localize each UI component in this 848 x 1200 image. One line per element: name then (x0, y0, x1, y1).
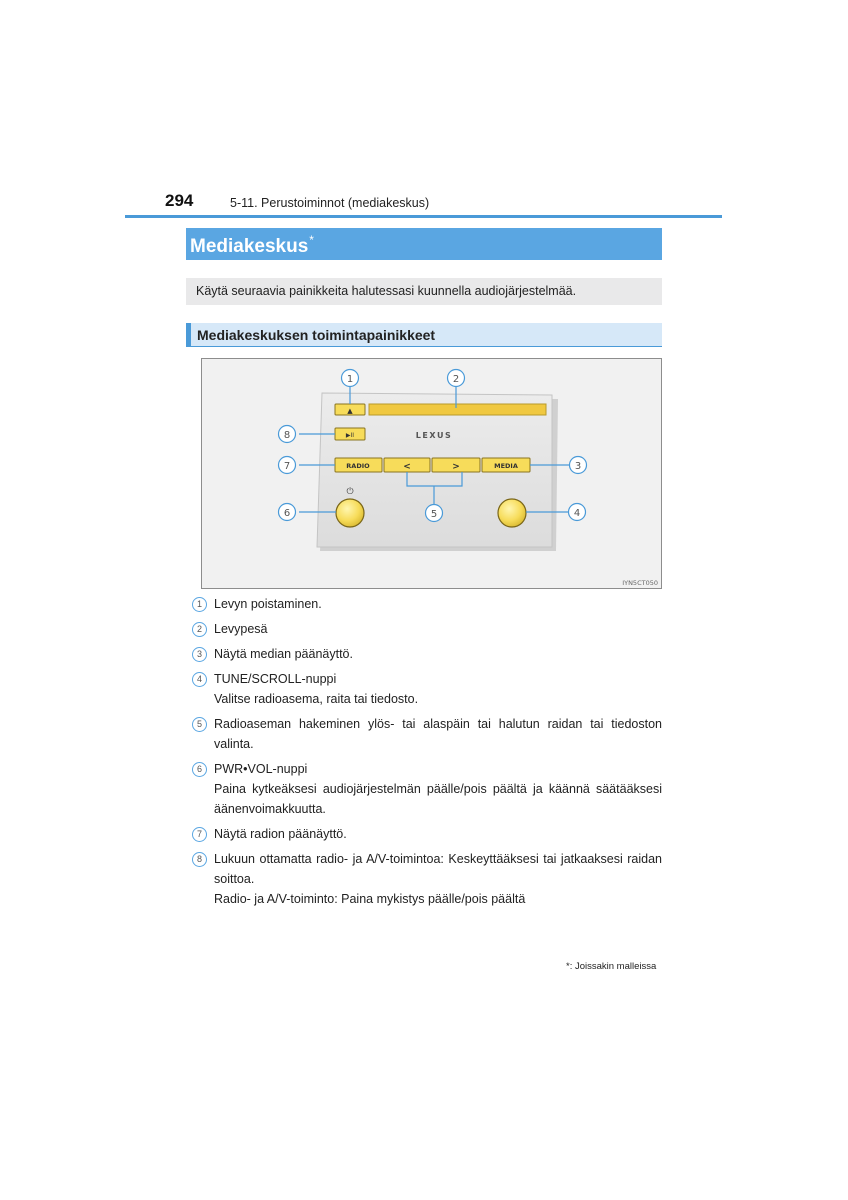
section-header (186, 323, 662, 347)
list-item (192, 759, 662, 819)
legend-list (192, 594, 662, 909)
item-text: Levypesä (214, 622, 268, 636)
intro-text: Käytä seuraavia painikkeita halutessasi kuunnella audiojärjestelmää. (196, 284, 577, 298)
chapter-title: 5-11. Perustoiminnot (mediakeskus) (230, 196, 430, 210)
item-text: Näytä median päänäyttö. (214, 647, 353, 661)
title-bar (186, 228, 662, 260)
control-panel-figure (201, 358, 662, 589)
disc-slot (369, 404, 546, 415)
list-item (192, 669, 662, 709)
next-icon: > (452, 462, 460, 472)
prev-icon: < (403, 462, 411, 472)
page-title (190, 233, 314, 258)
item-text: Radioaseman hakeminen ylös- tai alaspäin tai halutun raidan tai tiedoston valinta. (214, 717, 662, 751)
callout-4: 4 (573, 508, 581, 519)
callout-1: 1 (346, 374, 354, 385)
item-text: Paina kytkeäksesi audiojärjestelmän päälle/pois päältä ja käännä säätääksesi äänenvoimakkuutta. (214, 782, 662, 816)
callout-5: 5 (430, 509, 438, 520)
callout-2: 2 (452, 374, 460, 385)
section-accent (186, 323, 191, 347)
control-panel-illustration (202, 359, 663, 590)
item-text: Valitse radioasema, raita tai tiedosto. (214, 692, 419, 706)
intro-box (186, 278, 662, 305)
radio-button-label: RADIO (346, 462, 370, 470)
item-text: Lukuun ottamatta radio- ja A/V-toimintoa: Keskeyttääksesi tai jatkaaksesi raidan soittoa. (214, 852, 662, 886)
callout-3: 3 (574, 461, 582, 472)
item-number-badge: 6 (192, 762, 207, 777)
eject-icon: ▲ (347, 407, 353, 415)
item-text: PWR•VOL-nuppi (214, 762, 308, 776)
footnote: *: Joissakin malleissa (566, 961, 657, 972)
item-number-badge: 5 (192, 717, 207, 732)
item-number-badge: 2 (192, 622, 207, 637)
list-item (192, 644, 662, 664)
list-item (192, 594, 662, 614)
item-text: TUNE/SCROLL-nuppi (214, 672, 337, 686)
item-number-badge: 7 (192, 827, 207, 842)
media-button-label: MEDIA (494, 462, 518, 470)
callout-6: 6 (283, 508, 291, 519)
figure-code: IYN5CT050 (622, 579, 658, 587)
play-pause-icon: ▶II (345, 432, 355, 439)
header-divider (125, 215, 722, 218)
item-text: Radio- ja A/V-toiminto: Paina mykistys päälle/pois päältä (214, 892, 526, 906)
list-item (192, 849, 662, 909)
list-item (192, 714, 662, 754)
item-text: Levyn poistaminen. (214, 597, 322, 611)
tune-scroll-knob[interactable] (498, 499, 526, 527)
item-number-badge: 4 (192, 672, 207, 687)
section-underline (186, 346, 662, 347)
callout-8: 8 (283, 430, 291, 441)
item-number-badge: 8 (192, 852, 207, 867)
page-number: 294 (165, 191, 194, 210)
callout-7: 7 (283, 461, 291, 472)
item-text: Näytä radion päänäyttö. (214, 827, 347, 841)
item-number-badge: 1 (192, 597, 207, 612)
title-footnote-marker: * (309, 233, 314, 247)
list-item (192, 824, 662, 844)
pwr-vol-knob[interactable] (336, 499, 364, 527)
list-item (192, 619, 662, 639)
lexus-logo: LEXUS (415, 431, 453, 440)
page-title-text: Mediakeskus (190, 236, 309, 257)
power-icon: ⏻ (346, 487, 354, 497)
item-number-badge: 3 (192, 647, 207, 662)
section-title: Mediakeskuksen toimintapainikkeet (197, 327, 436, 343)
